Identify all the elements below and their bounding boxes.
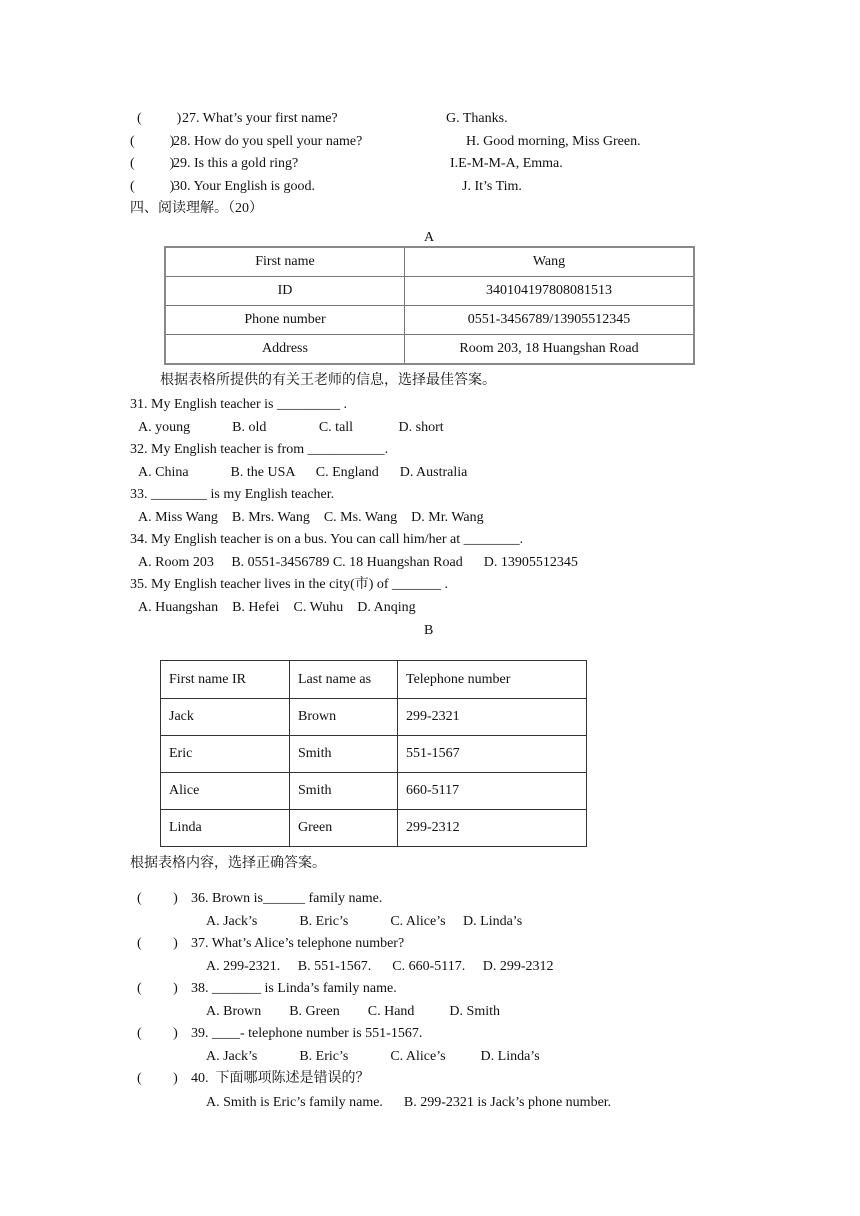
question-text: 30. Your English is good.	[173, 179, 315, 194]
question-text: 35. My English teacher lives in the city(市) of _______ .	[130, 577, 449, 592]
question-text: 31. My English teacher is _________ .	[130, 397, 347, 412]
table-cell: Linda	[161, 810, 290, 847]
table-cell: Alice	[161, 773, 290, 810]
question-options: A. Smith is Eric’s family name. B. 299-2321 is Jack’s phone number.	[206, 1095, 612, 1110]
table-cell: Smith	[290, 736, 398, 773]
table-cell: Green	[290, 810, 398, 847]
question-options: A. Jack’s B. Eric’s C. Alice’s D. Linda’s	[206, 1049, 540, 1064]
question-text: 37. What’s Alice’s telephone number?	[191, 936, 405, 951]
table-row	[161, 699, 587, 736]
question-text: 33. ________ is my English teacher.	[130, 487, 335, 502]
answer-blank: ( )	[130, 134, 175, 149]
answer-option: G. Thanks.	[446, 111, 508, 126]
table-cell: First name IR	[161, 661, 290, 699]
table-cell: 551-1567	[398, 736, 587, 773]
answer-blank: ( )	[137, 1026, 178, 1041]
table-row	[165, 247, 694, 277]
table-cell: 660-5117	[398, 773, 587, 810]
table-row	[165, 277, 694, 306]
part-label: A	[424, 230, 435, 245]
question-text: 28. How do you spell your name?	[173, 134, 363, 149]
table-cell: 299-2321	[398, 699, 587, 736]
table-row	[161, 773, 587, 810]
table-cell: Eric	[161, 736, 290, 773]
answer-blank: ( )	[137, 981, 178, 996]
answer-option: J. It’s Tim.	[462, 179, 522, 194]
question-options: A. Huangshan B. Hefei C. Wuhu D. Anqing	[138, 600, 416, 615]
question-text: 39. ____- telephone number is 551-1567.	[191, 1026, 423, 1041]
table-row	[161, 661, 587, 699]
answer-blank: ( )	[130, 179, 175, 194]
table-cell: Room 203, 18 Huangshan Road	[405, 335, 695, 365]
part-label: B	[424, 623, 434, 638]
table-cell: Telephone number	[398, 661, 587, 699]
instruction-text: 根据表格内容，选择正确答案。	[130, 856, 326, 871]
answer-blank: ( )	[137, 111, 182, 126]
table-row	[165, 306, 694, 335]
question-text: 38. _______ is Linda’s family name.	[191, 981, 397, 996]
table-cell: Jack	[161, 699, 290, 736]
answer-blank: ( )	[137, 936, 178, 951]
answer-blank: ( )	[130, 156, 175, 171]
table-row	[161, 810, 587, 847]
question-text: 27. What’s your first name?	[182, 111, 338, 126]
question-options: A. Jack’s B. Eric’s C. Alice’s D. Linda’s	[206, 914, 523, 929]
question-text: 34. My English teacher is on a bus. You can call him/her at ________.	[130, 532, 524, 547]
question-text: 40. 下面哪项陈述是错误的？	[191, 1071, 370, 1086]
section-title: 四、阅读理解。（20）	[130, 201, 263, 216]
table-cell: Phone number	[165, 306, 405, 335]
question-options: A. Miss Wang B. Mrs. Wang C. Ms. Wang D. Mr. Wang	[138, 510, 484, 525]
question-options: A. China B. the USA C. England D. Australia	[138, 465, 468, 480]
table-cell: Address	[165, 335, 405, 365]
question-text: 29. Is this a gold ring?	[173, 156, 299, 171]
table-cell: Brown	[290, 699, 398, 736]
table-row	[165, 335, 694, 365]
question-options: A. Brown B. Green C. Hand D. Smith	[206, 1004, 500, 1019]
table-cell: 299-2312	[398, 810, 587, 847]
table-cell: Wang	[405, 247, 695, 277]
question-text: 32. My English teacher is from ___________.	[130, 442, 389, 457]
table-row	[161, 736, 587, 773]
question-text: 36. Brown is______ family name.	[191, 891, 383, 906]
answer-blank: ( )	[137, 1071, 178, 1086]
question-options: A. young B. old C. tall D. short	[138, 420, 444, 435]
answer-blank: ( )	[137, 891, 178, 906]
table-cell: 0551-3456789/13905512345	[405, 306, 695, 335]
table-cell: First name	[165, 247, 405, 277]
question-options: A. 299-2321. B. 551-1567. C. 660-5117. D. 299-2312	[206, 959, 554, 974]
family-name-table	[160, 660, 587, 847]
instruction-text: 根据表格所提供的有关王老师的信息，选择最佳答案。	[160, 373, 496, 388]
answer-option: H. Good morning, Miss Green.	[466, 134, 641, 149]
question-options: A. Room 203 B. 0551-3456789 C. 18 Huangshan Road D. 13905512345	[138, 555, 578, 570]
table-cell: Smith	[290, 773, 398, 810]
table-cell: Last name as	[290, 661, 398, 699]
table-cell: 340104197808081513	[405, 277, 695, 306]
teacher-info-table	[164, 246, 695, 365]
answer-option: I.E-M-M-A, Emma.	[450, 156, 563, 171]
table-cell: ID	[165, 277, 405, 306]
